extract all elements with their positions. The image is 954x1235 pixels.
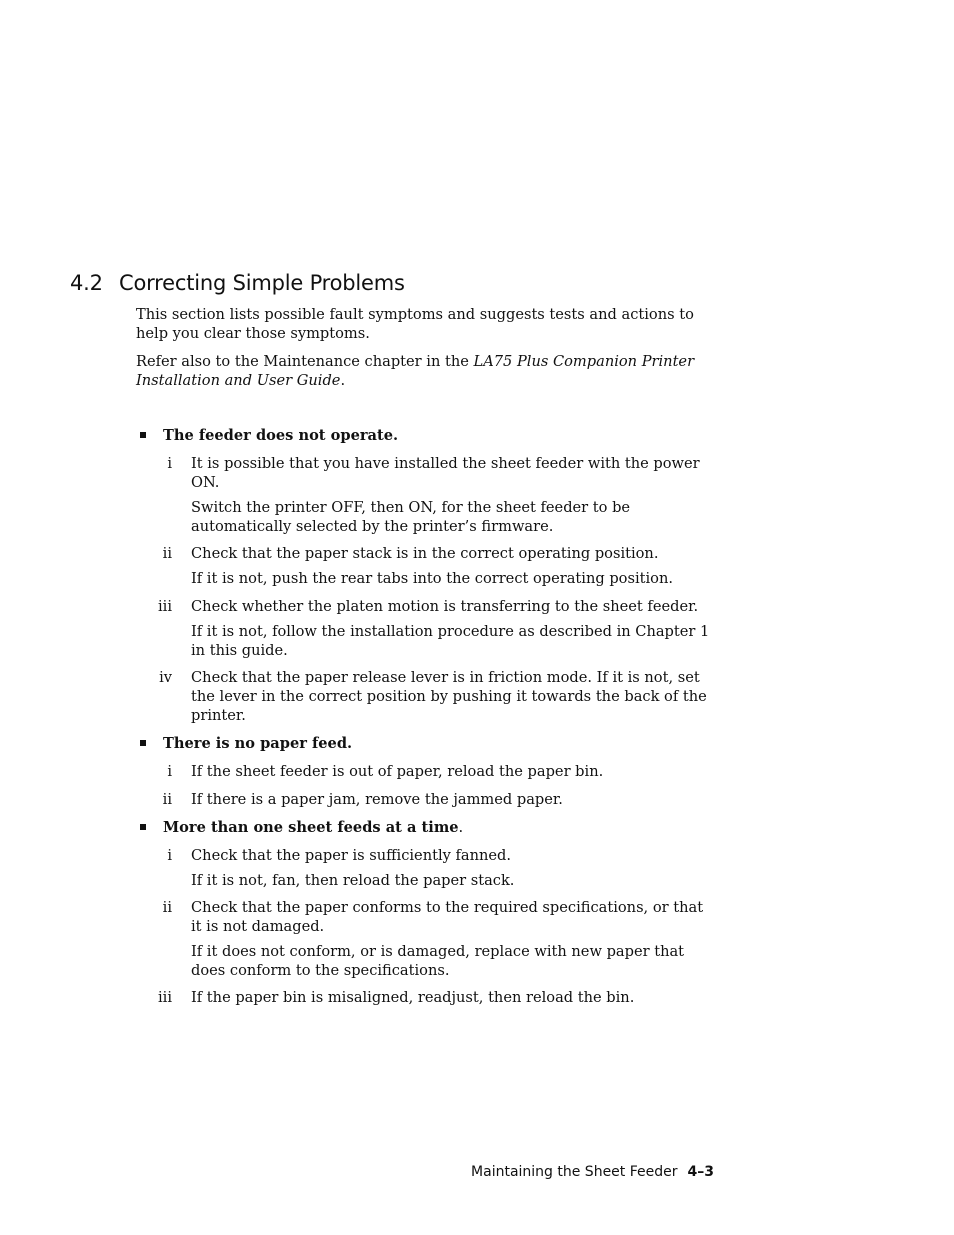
item-numeral: ii — [162, 791, 172, 808]
item-numeral: ii — [162, 545, 172, 562]
list-item — [150, 544, 718, 563]
reference-text: Refer also to the Maintenance chapter in the — [136, 353, 474, 370]
section-number: 4.2 — [70, 271, 103, 295]
list-item — [150, 988, 718, 1007]
item-text: Check that the paper release lever is in friction mode. If it is not, set the lever in the correct position by pushing it towards the back of the printer. — [191, 669, 707, 724]
reference-paragraph — [136, 352, 716, 390]
item-numeral: i — [167, 763, 172, 780]
reference-end: . — [340, 372, 346, 389]
item-followup: If it does not conform, or is damaged, replace with new paper that does conform to the specifications. — [191, 943, 685, 979]
item-text: Check that the paper stack is in the correct operating position. — [191, 545, 659, 562]
item-followup: If it is not, follow the installation procedure as described in Chapter 1 in this guide. — [191, 623, 710, 659]
section-title-text: Correcting Simple Problems — [119, 271, 405, 295]
item-numeral: i — [167, 847, 172, 864]
item-numeral: iii — [157, 598, 172, 615]
footer-chapter: Maintaining the Sheet Feeder — [471, 1164, 678, 1180]
list-item — [150, 454, 718, 492]
list-item — [150, 790, 718, 809]
item-text: Check that the paper conforms to the required specifications, or that it is not damaged. — [191, 899, 704, 935]
problem-heading: There is no paper feed. — [140, 734, 352, 753]
item-followup: Switch the printer OFF, then ON, for the sheet feeder to be automatically selected by the printer’s firmware. — [191, 499, 631, 535]
list-item — [150, 846, 718, 865]
item-numeral: ii — [162, 899, 172, 916]
item-text: It is possible that you have installed the sheet feeder with the power ON. — [191, 455, 700, 491]
list-item — [150, 762, 718, 781]
item-text: Check that the paper is sufficiently fanned. — [191, 847, 512, 864]
list-item — [150, 668, 718, 725]
bullet-square-icon — [140, 740, 146, 746]
page-number: 4–3 — [687, 1164, 714, 1180]
problem-heading: More than one sheet feeds at a time. — [140, 818, 463, 837]
page-footer — [471, 1164, 714, 1180]
item-numeral: i — [167, 455, 172, 472]
section-title — [70, 271, 405, 295]
item-text: If there is a paper jam, remove the jammed paper. — [191, 791, 563, 808]
guide-title: LA75 Plus Companion Printer Installation and User Guide — [136, 353, 695, 389]
item-text: If the paper bin is misaligned, readjust, then reload the bin. — [191, 989, 635, 1006]
item-text: If the sheet feeder is out of paper, reload the paper bin. — [191, 763, 604, 780]
bullet-square-icon — [140, 432, 146, 438]
item-text: Check whether the platen motion is transferring to the sheet feeder. — [191, 598, 699, 615]
list-item — [150, 597, 718, 616]
item-followup: If it is not, fan, then reload the paper stack. — [191, 872, 515, 889]
item-followup: If it is not, push the rear tabs into the correct operating position. — [191, 570, 673, 587]
item-numeral: iv — [159, 669, 172, 686]
item-numeral: iii — [157, 989, 172, 1006]
problem-heading: The feeder does not operate. — [140, 426, 398, 445]
intro-paragraph: This section lists possible fault symptoms and suggests tests and actions to help you clear those symptoms. — [136, 306, 694, 342]
list-item — [150, 898, 718, 936]
bullet-square-icon — [140, 824, 146, 830]
